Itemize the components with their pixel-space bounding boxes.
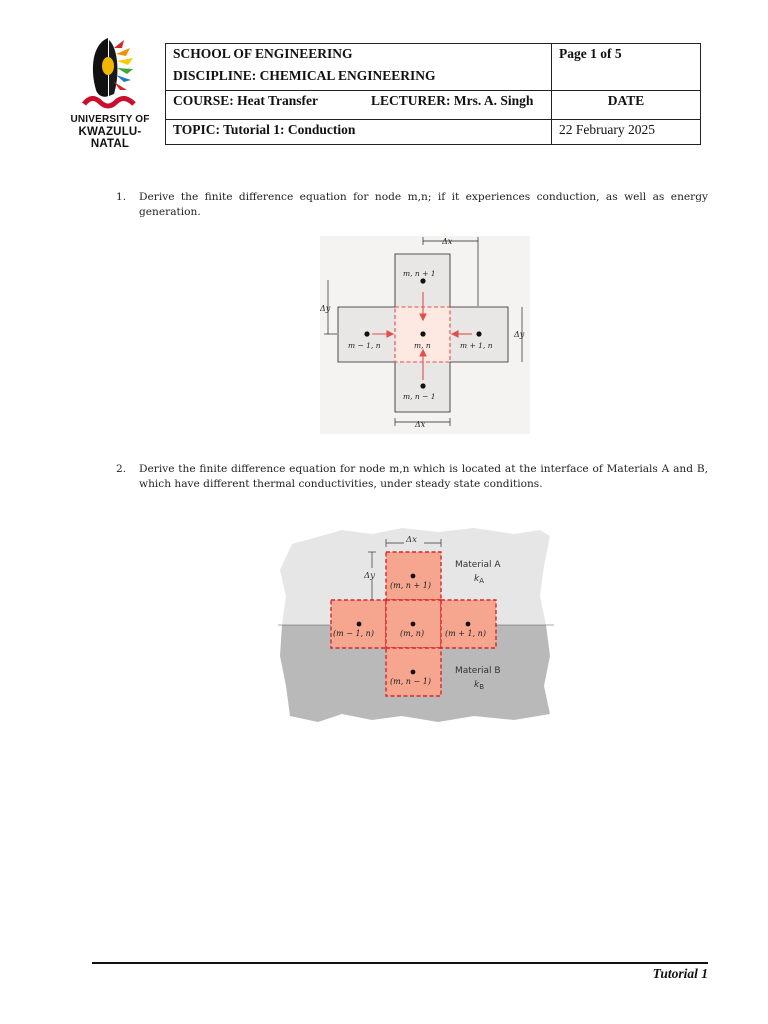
logo-line-kwazulu-natal: KWAZULU-NATAL: [78, 126, 142, 150]
dx-bottom-label: Δx: [415, 420, 426, 429]
dy-label: Δy: [364, 571, 375, 581]
node-left: [357, 622, 362, 627]
node-bottom: [420, 383, 425, 388]
course: COURSE: Heat Transfer: [173, 93, 318, 108]
node-top: [411, 574, 416, 579]
course-lecturer-cell: [166, 91, 552, 120]
university-crest-icon: [78, 34, 144, 110]
k-b-label: $k_B$: [474, 680, 485, 691]
node-center: [420, 331, 425, 336]
material-b-label: Material B: [455, 666, 501, 676]
question-number: 1.: [116, 191, 127, 203]
node-left-label: m − 1, n: [348, 341, 381, 350]
dy-right-label: Δy: [514, 330, 525, 339]
node-bottom-label: m, n − 1: [403, 392, 436, 401]
node-top-label: (m, n + 1): [390, 581, 431, 590]
node-right: [476, 331, 481, 336]
node-right-label: m + 1, n: [460, 341, 493, 350]
node-center: [411, 622, 416, 627]
date-value: 22 February 2025: [552, 120, 701, 145]
interface-grid-figure: [278, 526, 554, 724]
node-bottom-label: (m, n − 1): [390, 677, 431, 686]
university-logo: [62, 34, 158, 150]
question-text: Derive the finite difference equation for node m,n which is located at the interface of Materials A and B, which have different thermal conductivities, under steady state conditions.: [139, 463, 708, 490]
k-a-label: $k_A$: [474, 574, 485, 585]
node-bottom: [411, 670, 416, 675]
page-number: Page 1 of 5: [552, 44, 701, 91]
school-name: SCHOOL OF ENGINEERING: [173, 46, 353, 61]
node-center-label: m, n: [414, 341, 431, 350]
dx-label: Δx: [406, 535, 417, 545]
question-number: 2.: [116, 463, 127, 475]
finite-difference-grid-figure: [320, 236, 530, 434]
footer-rule: [92, 962, 708, 964]
topic: TOPIC: Tutorial 1: Conduction: [166, 120, 552, 145]
date-label: DATE: [552, 91, 701, 120]
header-table: [165, 43, 701, 145]
logo-line-university-of: UNIVERSITY OF: [70, 114, 150, 125]
footer-label: Tutorial 1: [652, 966, 708, 981]
node-right: [466, 622, 471, 627]
node-right-label: (m + 1, n): [445, 629, 486, 638]
node-center-label: (m, n): [400, 629, 425, 638]
school-cell: [166, 44, 552, 91]
dy-left-label: Δy: [320, 304, 331, 313]
question-text: Derive the finite difference equation for node m,n; if it experiences conduction, as well as energy generation.: [139, 191, 708, 218]
node-top-label: m, n + 1: [403, 269, 436, 278]
lecturer: LECTURER: Mrs. A. Singh: [371, 93, 534, 108]
discipline: DISCIPLINE: CHEMICAL ENGINEERING: [173, 68, 436, 83]
dx-top-label: Δx: [442, 237, 453, 246]
node-left-label: (m − 1, n): [333, 629, 374, 638]
node-left: [364, 331, 369, 336]
material-a-label: Material A: [455, 560, 501, 570]
node-top: [420, 278, 425, 283]
